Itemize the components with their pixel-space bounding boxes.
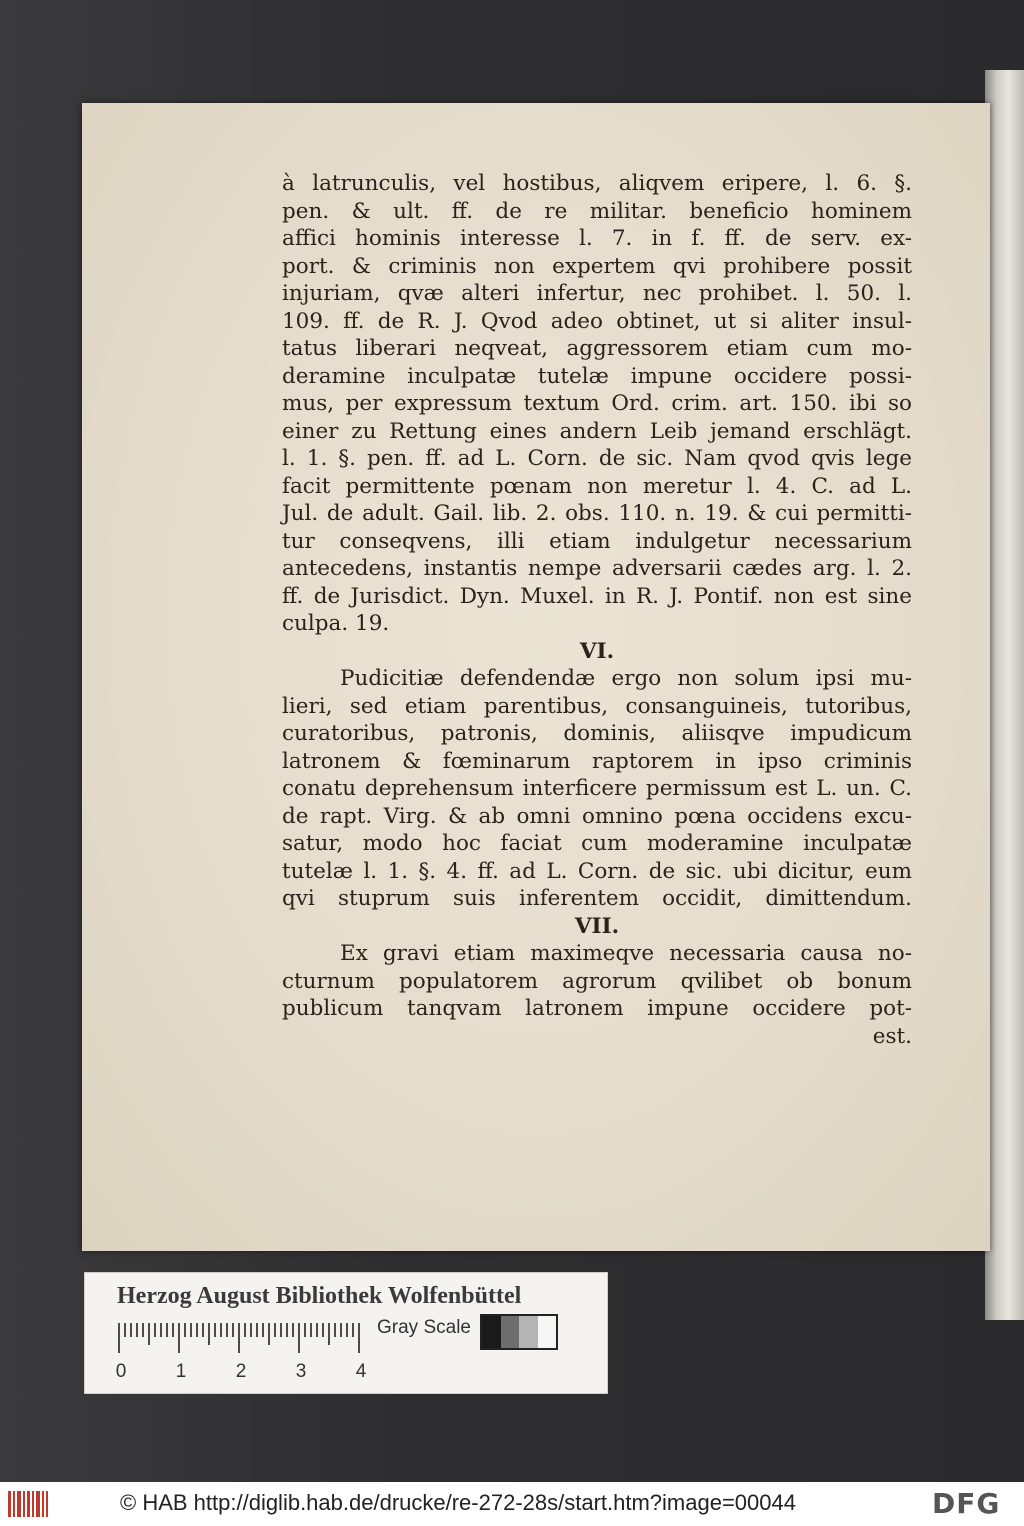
text-line: l. 1. §. pen. ff. ad L. Corn. de sic. Nam qvod qvis lege <box>282 446 912 471</box>
text-line: cturnum populatorem agrorum qvilibet ob bonum <box>282 968 912 994</box>
section-heading-vi: VI. <box>579 638 615 664</box>
text-line: curatoribus, patronis, dominis, aliisqve impudicum <box>282 721 912 746</box>
text-line: tur conseqvens, illi etiam indulgetur necessarium <box>282 528 912 554</box>
text-line: antecedens, instantis nempe adversarii cædes arg. l. 2. <box>282 556 912 581</box>
ruler-number: 3 <box>295 1361 307 1382</box>
text-line: de rapt. Virg. & ab omni omnino pœna occidens excu- <box>282 803 912 829</box>
text-line: injuriam, qvæ alteri infertur, nec prohibet. l. 50. l. <box>282 281 912 306</box>
footer-bar <box>0 1482 1024 1526</box>
text-line: einer zu Rettung eines andern Leib jemand erschlägt. <box>282 418 912 444</box>
library-name: Herzog August Bibliothek Wolfenbüttel <box>117 1283 522 1309</box>
text-line: lieri, sed etiam parentibus, consanguineis, tutoribus, <box>282 693 912 719</box>
text-line: Jul. de adult. Gail. lib. 2. obs. 110. n. 19. & cui permitti- <box>282 501 912 526</box>
text-line: affici hominis interesse l. 7. in f. ff. de serv. ex- <box>282 226 912 251</box>
ruler-number: 4 <box>355 1361 367 1382</box>
gray-scale-label: Gray Scale <box>377 1317 471 1338</box>
gray-swatch <box>538 1316 557 1348</box>
catchword: est. <box>872 1023 912 1049</box>
ruler <box>115 1321 365 1357</box>
text-line: conatu deprehensum interficere permissum est L. un. C. <box>282 776 912 801</box>
dfg-logo: DFG <box>932 1487 1001 1520</box>
barcode-icon <box>8 1489 48 1519</box>
text-line: latronem & fœminarum raptorem in ipso criminis <box>282 748 912 774</box>
gray-scale-swatches <box>480 1314 558 1350</box>
text-line: publicum tanqvam latronem impune occidere pot- <box>282 996 912 1021</box>
book-edge <box>985 70 1024 1320</box>
ruler-ticks <box>115 1321 365 1357</box>
text-line: satur, modo hoc faciat cum moderamine inculpatæ <box>282 831 912 856</box>
ruler-number: 2 <box>235 1361 247 1382</box>
text-line: tutelæ l. 1. §. 4. ff. ad L. Corn. de sic. ubi dicitur, eum <box>282 858 912 884</box>
gray-swatch <box>501 1316 520 1348</box>
text-line: mus, per expressum textum Ord. crim. art. 150. ibi so <box>282 391 912 416</box>
ruler-number: 1 <box>175 1361 187 1382</box>
text-line: port. & criminis non expertem qvi prohibere possit <box>282 253 912 279</box>
gray-swatch <box>519 1316 538 1348</box>
color-calibration-card <box>84 1272 608 1394</box>
text-line: pen. & ult. ff. de re militar. beneficio hominem <box>282 198 912 224</box>
text-line: ff. de Jurisdict. Dyn. Muxel. in R. J. Pontif. non est sine <box>282 583 912 609</box>
text-line: qvi stuprum suis inferentem occidit, dimittendum. <box>282 886 912 911</box>
copyright-link[interactable]: © HAB http://diglib.hab.de/drucke/re-272-28s/start.htm?image=00044 <box>120 1490 796 1515</box>
text-line: deramine inculpatæ tutelæ impune occidere possi- <box>282 363 912 389</box>
text-line: à latrunculis, vel hostibus, aliqvem eripere, l. 6. §. <box>282 171 912 196</box>
text-line: culpa. 19. <box>282 611 390 636</box>
text-line: 109. ff. de R. J. Qvod adeo obtinet, ut si aliter insul- <box>282 308 912 334</box>
ruler-number: 0 <box>115 1361 127 1382</box>
text-line: facit permittente pœnam non meretur l. 4. C. ad L. <box>282 473 912 499</box>
text-line: Pudicitiæ defendendæ ergo non solum ipsi mu- <box>340 666 912 691</box>
section-heading-vii: VII. <box>574 913 620 939</box>
page-text <box>282 170 912 1050</box>
gray-swatch <box>482 1316 501 1348</box>
text-line: tatus liberari neqveat, aggressorem etiam cum mo- <box>282 336 912 361</box>
text-line: Ex gravi etiam maximeqve necessaria causa no- <box>340 941 912 966</box>
